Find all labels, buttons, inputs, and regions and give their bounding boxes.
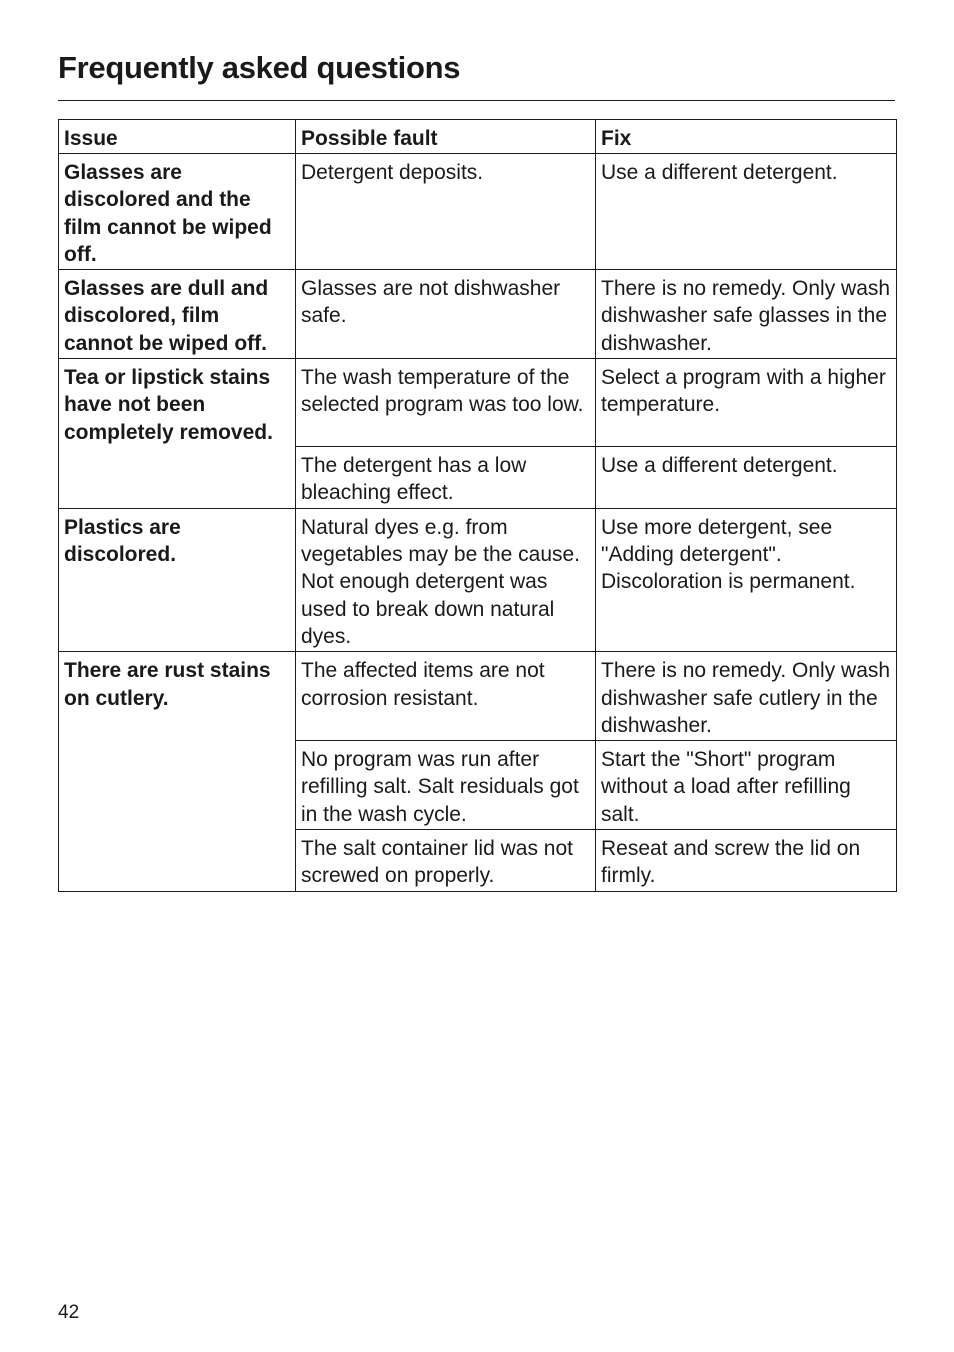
fix-cell: There is no remedy. Only wash dishwasher safe glasses in the dishwasher. — [596, 270, 897, 359]
faq-table — [58, 119, 897, 892]
fault-cell: The detergent has a low bleaching effect. — [296, 447, 596, 509]
fault-cell: No program was run after refilling salt. Salt residuals got in the wash cycle. — [296, 741, 596, 830]
fix-cell: Select a program with a higher temperature. — [596, 359, 897, 447]
table-header-row — [59, 120, 897, 154]
table-row — [59, 508, 897, 651]
column-header-fix: Fix — [596, 120, 897, 154]
column-header-issue: Issue — [59, 120, 296, 154]
table-row — [59, 652, 897, 741]
fault-cell: Detergent deposits. — [296, 154, 596, 270]
fault-cell: The affected items are not corrosion resistant. — [296, 652, 596, 741]
column-header-possible-fault: Possible fault — [296, 120, 596, 154]
table-row — [59, 270, 897, 359]
fix-cell: Use a different detergent. — [596, 154, 897, 270]
title-divider — [58, 100, 895, 101]
fault-cell: Natural dyes e.g. from vegetables may be the cause. Not enough detergent was used to break down natural dyes. — [296, 508, 596, 651]
page-title: Frequently asked questions — [58, 50, 461, 85]
issue-cell: There are rust stains on cutlery. — [59, 652, 296, 891]
fault-cell: The wash temperature of the selected program was too low. — [296, 359, 596, 447]
fix-cell: Reseat and screw the lid on firmly. — [596, 830, 897, 892]
issue-cell: Plastics are discolored. — [59, 508, 296, 651]
table-row — [59, 359, 897, 447]
issue-cell: Glasses are dull and discolored, film cannot be wiped off. — [59, 270, 296, 359]
fault-cell: Glasses are not dishwasher safe. — [296, 270, 596, 359]
table-row — [59, 154, 897, 270]
issue-cell: Tea or lipstick stains have not been completely removed. — [59, 359, 296, 509]
page-number: 42 — [58, 1302, 80, 1323]
fix-cell: Use more detergent, see "Adding detergent". Discoloration is permanent. — [596, 508, 897, 651]
fix-cell: Start the "Short" program without a load after refilling salt. — [596, 741, 897, 830]
fix-cell: There is no remedy. Only wash dishwasher safe cutlery in the dishwasher. — [596, 652, 897, 741]
fault-cell: The salt container lid was not screwed on properly. — [296, 830, 596, 892]
fix-cell: Use a different detergent. — [596, 447, 897, 509]
issue-cell: Glasses are discolored and the film cannot be wiped off. — [59, 154, 296, 270]
